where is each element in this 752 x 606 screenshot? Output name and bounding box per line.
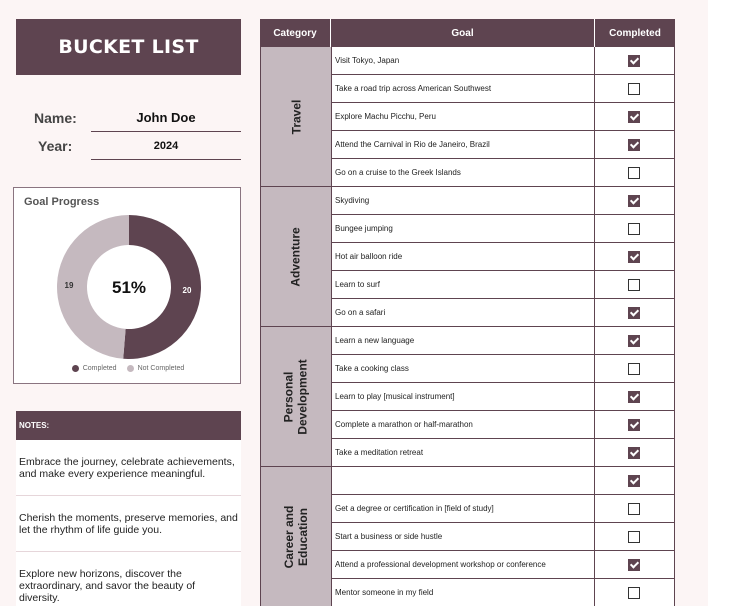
table-row [331,383,675,411]
table-row [331,47,675,75]
goal-cell[interactable]: Explore Machu Picchu, Peru [331,103,595,130]
completed-dot-icon [72,365,79,372]
table-row [331,523,675,551]
table-row [331,215,675,243]
table-row [331,327,675,355]
goal-cell[interactable]: Go on a safari [331,299,595,326]
name-label: Name: [34,110,77,126]
legend-not-completed [127,365,185,372]
checkbox-checked[interactable] [628,335,640,347]
checkbox-checked[interactable] [628,307,640,319]
table-header [260,19,675,47]
checkbox-checked[interactable] [628,195,640,207]
category-label: Career and Education [282,505,310,568]
category-cell [260,187,331,327]
category-label: Adventure [289,226,303,287]
goal-cell[interactable]: Mentor someone in my field [331,579,595,606]
year-field[interactable]: 2024 [153,140,179,152]
checkbox-checked[interactable] [628,251,640,263]
table-row [331,579,675,606]
column-header-completed: Completed [609,27,661,39]
goal-cell[interactable]: Complete a marathon or half-marathon [331,411,595,438]
goal-cell[interactable]: Start a business or side hustle [331,523,595,550]
checkbox-checked[interactable] [628,111,640,123]
checkbox-checked[interactable] [628,391,640,403]
goal-progress-chart [13,187,241,384]
goal-cell[interactable]: Skydiving [331,187,595,214]
category-cell [260,327,331,467]
checkbox-checked[interactable] [628,559,640,571]
table-row [331,467,675,495]
table-row [331,411,675,439]
table-row [331,439,675,467]
year-underline [91,159,241,160]
legend-completed [72,365,117,372]
checkbox-checked[interactable] [628,447,640,459]
goal-cell[interactable]: Attend the Carnival in Rio de Janeiro, Brazil [331,131,595,158]
percent-label: 51% [111,278,147,297]
notes-header: NOTES: [16,411,241,440]
checkbox-checked[interactable] [628,55,640,67]
goal-cell[interactable]: Learn to surf [331,271,595,298]
goal-cell[interactable]: Visit Tokyo, Japan [331,47,595,74]
checkbox-checked[interactable] [628,139,640,151]
note-item[interactable]: Cherish the moments, preserve memories, and let the rhythm of life guide you. [16,496,241,552]
name-underline [91,131,241,132]
goal-cell[interactable]: Learn a new language [331,327,595,354]
category-cell [260,47,331,187]
checkbox-unchecked[interactable] [628,83,640,95]
note-item[interactable]: Explore new horizons, discover the extraordinary, and savor the beauty of diversity. [16,552,241,606]
not-completed-value-label: 19 [64,281,74,290]
checkbox-unchecked[interactable] [628,587,640,599]
legend-completed-label: Completed [82,365,117,372]
not-completed-dot-icon [127,365,134,372]
goal-cell[interactable]: Hot air balloon ride [331,243,595,270]
table-row [331,103,675,131]
category-label: Personal Development [282,358,310,435]
column-header-category: Category [260,19,331,47]
checkbox-unchecked[interactable] [628,363,640,375]
table-row [331,159,675,187]
goal-cell[interactable]: Take a road trip across American Southwest [331,75,595,102]
table-row [331,243,675,271]
legend-not-completed-label: Not Completed [137,365,185,372]
table-row [331,495,675,523]
right-margin [708,0,752,606]
table-row [331,187,675,215]
goal-cell[interactable]: Go on a cruise to the Greek Islands [331,159,595,186]
table-row [331,551,675,579]
checkbox-unchecked[interactable] [628,223,640,235]
category-label: Travel [288,99,303,134]
table-row [331,131,675,159]
goal-cell[interactable]: Take a meditation retreat [331,439,595,466]
note-item[interactable]: Embrace the journey, celebrate achievements, and make every experience meaningful. [16,440,241,496]
notes-section [16,411,241,606]
table-row [331,75,675,103]
column-header-goal: Goal [331,19,595,47]
goal-cell[interactable] [331,467,595,494]
goal-cell[interactable]: Learn to play [musical instrument] [331,383,595,410]
goal-cell[interactable]: Bungee jumping [331,215,595,242]
chart-legend [14,365,242,372]
goal-cell[interactable]: Get a degree or certification in [field of study] [331,495,595,522]
checkbox-checked[interactable] [628,475,640,487]
table-row [331,271,675,299]
checkbox-unchecked[interactable] [628,167,640,179]
page-title: BUCKET LIST [16,19,241,75]
checkbox-unchecked[interactable] [628,279,640,291]
category-cell [260,467,331,606]
checkbox-unchecked[interactable] [628,503,640,515]
goal-cell[interactable]: Take a cooking class [331,355,595,382]
year-label: Year: [38,138,73,154]
goal-cell[interactable]: Attend a professional development workshop or conference [331,551,595,578]
chart-title: Goal Progress [24,196,100,208]
table-row [331,355,675,383]
name-field[interactable]: John Doe [136,110,196,125]
checkbox-checked[interactable] [628,419,640,431]
checkbox-unchecked[interactable] [628,531,640,543]
donut-chart [14,188,242,385]
completed-value-label: 20 [182,286,192,295]
table-row [331,299,675,327]
